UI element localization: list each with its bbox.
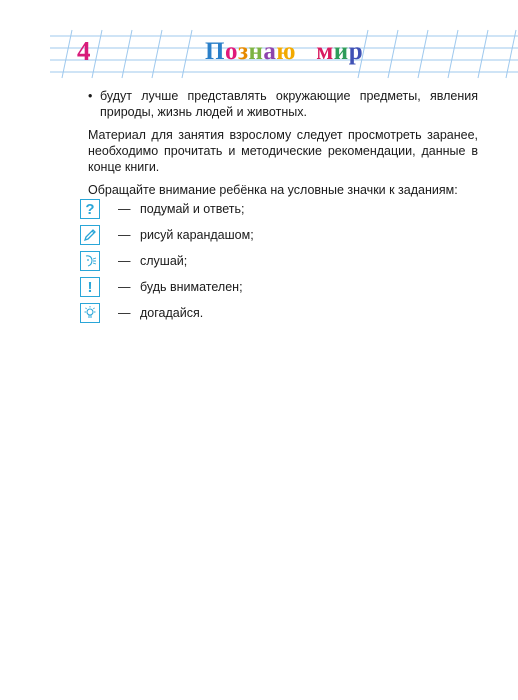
book-title — [205, 38, 363, 66]
legend-item — [80, 196, 254, 222]
exclamation-icon: ! — [80, 277, 100, 297]
title-letter: а — [263, 38, 277, 65]
paragraph-icons-intro: Обращайте внимание ребёнка на условные значки к заданиям: — [88, 183, 458, 197]
lightbulb-icon — [80, 303, 100, 323]
title-letter: ю — [276, 38, 297, 65]
question-mark-icon: ? — [80, 199, 100, 219]
title-letter: м — [316, 38, 334, 65]
bullet-paragraph: • будут лучше представлять окружающие предметы, явления природы, жизнь людей и животных. — [88, 88, 478, 120]
icon-legend — [80, 196, 254, 326]
title-letter: н — [248, 38, 264, 65]
pencil-icon — [80, 225, 100, 245]
legend-label: слушай; — [140, 254, 188, 268]
paragraph-material: Материал для занятия взрослому следует просмотреть заранее, необходимо прочитать и методические рекомендации, данные в конце книги. — [88, 128, 478, 174]
title-letter: П — [205, 38, 225, 65]
dash: — — [118, 228, 131, 242]
title-letter: и — [333, 38, 349, 65]
title-letter: з — [237, 38, 249, 65]
legend-label: будь внимателен; — [140, 280, 243, 294]
legend-item — [80, 300, 254, 326]
legend-label: рисуй карандашом; — [140, 228, 254, 242]
title-letter: р — [348, 38, 364, 65]
page-header — [0, 28, 518, 86]
dash: — — [118, 306, 131, 320]
dash: — — [118, 280, 131, 294]
legend-item — [80, 274, 254, 300]
title-letter — [296, 38, 316, 66]
page-number: 4 — [77, 36, 91, 66]
dash: — — [118, 254, 131, 268]
legend-item — [80, 222, 254, 248]
dash: — — [118, 202, 131, 216]
legend-item — [80, 248, 254, 274]
listening-face-icon — [80, 251, 100, 271]
legend-label: догадайся. — [140, 306, 204, 320]
body-text — [88, 88, 478, 198]
legend-label: подумай и ответь; — [140, 202, 245, 216]
title-letter: о — [224, 38, 238, 65]
